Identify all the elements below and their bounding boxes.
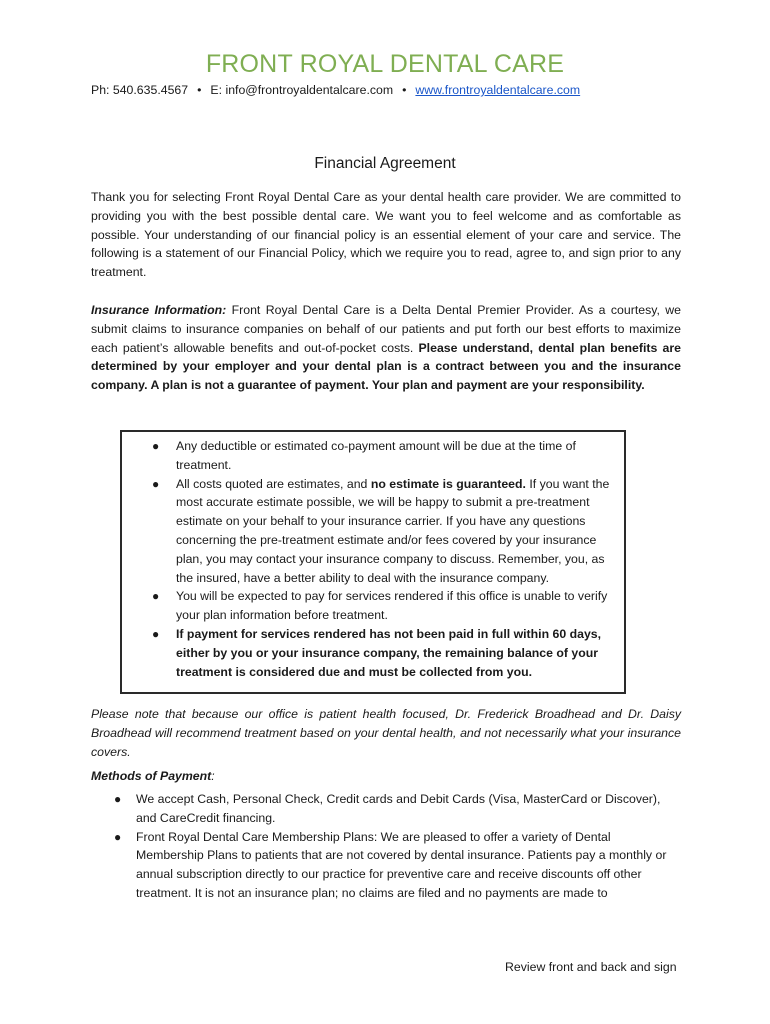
list-item: ● Any deductible or estimated co-payment amount will be due at the time of treatment. <box>152 439 576 472</box>
list-item: ● You will be expected to pay for services rendered if this office is unable to verify your plan information before treatment. <box>152 589 608 623</box>
bullet-icon: ● <box>152 439 160 453</box>
insurance-emphasis: Please understand, dental plan benefits are determined by your employer and your dental plan is a contract between you and the insurance company. A plan is not a guarantee of payment. Your plan and payment are your responsibility. <box>91 340 681 393</box>
bullet-icon: ● <box>152 476 160 491</box>
contact-line <box>91 83 580 97</box>
insurance-text: Front Royal Dental Care is a Delta Dental Premier Provider. As a courtesy, we submit claims to insurance companies on behalf of our patients and put forth our best efforts to maximize each patient’s allowable benefits and out-of-pocket costs. <box>91 303 682 355</box>
separator-dot: • <box>197 83 202 97</box>
website-link[interactable]: www.frontroyaldentalcare.com <box>415 83 581 97</box>
insurance-terms-box <box>120 430 626 694</box>
insurance-label: Insurance Information: <box>91 303 227 317</box>
treatment-note: Please note that because our office is patient health focused, Dr. Frederick Broadhead and Dr. Daisy Broadhead will recommend treatment based on your dental health, and not necessarily what your insurance covers. <box>91 707 681 759</box>
list-item: ● We accept Cash, Personal Check, Credit cards and Debit Cards (Visa, MasterCard or Discover), and CareCredit financing. <box>114 792 661 825</box>
list-item: ● Front Royal Dental Care Membership Plans: We are pleased to offer a variety of Dental Membership Plans to patients that are not covered by dental insurance. Patients pay a monthly or annual subscription directly to our practice for preventive care and receive discounts off other treatment. It is not an insurance plan; no claims are filed and no payments are made to <box>114 829 667 900</box>
payment-heading: Methods of Payment: <box>91 769 215 783</box>
list-item: ● If payment for services rendered has not been paid in full within 60 days, either by you or your insurance company, the remaining balance of your treatment is considered due and must be collected from you. <box>152 626 602 679</box>
payment-methods-list <box>91 790 681 903</box>
practice-name: FRONT ROYAL DENTAL CARE <box>205 50 565 78</box>
email-address: E: info@frontroyaldentalcare.com <box>210 83 394 97</box>
intro-paragraph: Thank you for selecting Front Royal Dental Care as your dental health care provider. We are committed to providing you with the best possible dental care. We want you to feel welcome and as comfortable as possible. Your understanding of our financial policy is an essential element of your care and service. The following is a statement of our Financial Policy, which we require you to read, agree to, and sign prior to any treatment. <box>91 190 681 280</box>
bullet-icon: ● <box>114 792 122 806</box>
insurance-paragraph <box>91 301 681 395</box>
list-item: ● All costs quoted are estimates, and no estimate is guaranteed. If you want the most accurate estimate possible, we will be happy to submit a pre-treatment estimate on your behalf to your insurance carrier. If you have any questions concerning the pre-treatment estimate and/or fees covered by your insurance plan, you may contact your insurance company to discuss. Remember, you, as the insured, have a better ability to deal with the insurance company. <box>152 476 610 585</box>
document-heading: Financial Agreement <box>314 155 456 172</box>
separator-dot: • <box>402 83 407 97</box>
bullet-icon: ● <box>152 589 160 604</box>
bullet-icon: ● <box>114 829 122 844</box>
footer-note: Review front and back and sign <box>505 960 677 974</box>
bullet-icon: ● <box>152 626 160 641</box>
phone-number: Ph: 540.635.4567 <box>91 83 189 97</box>
